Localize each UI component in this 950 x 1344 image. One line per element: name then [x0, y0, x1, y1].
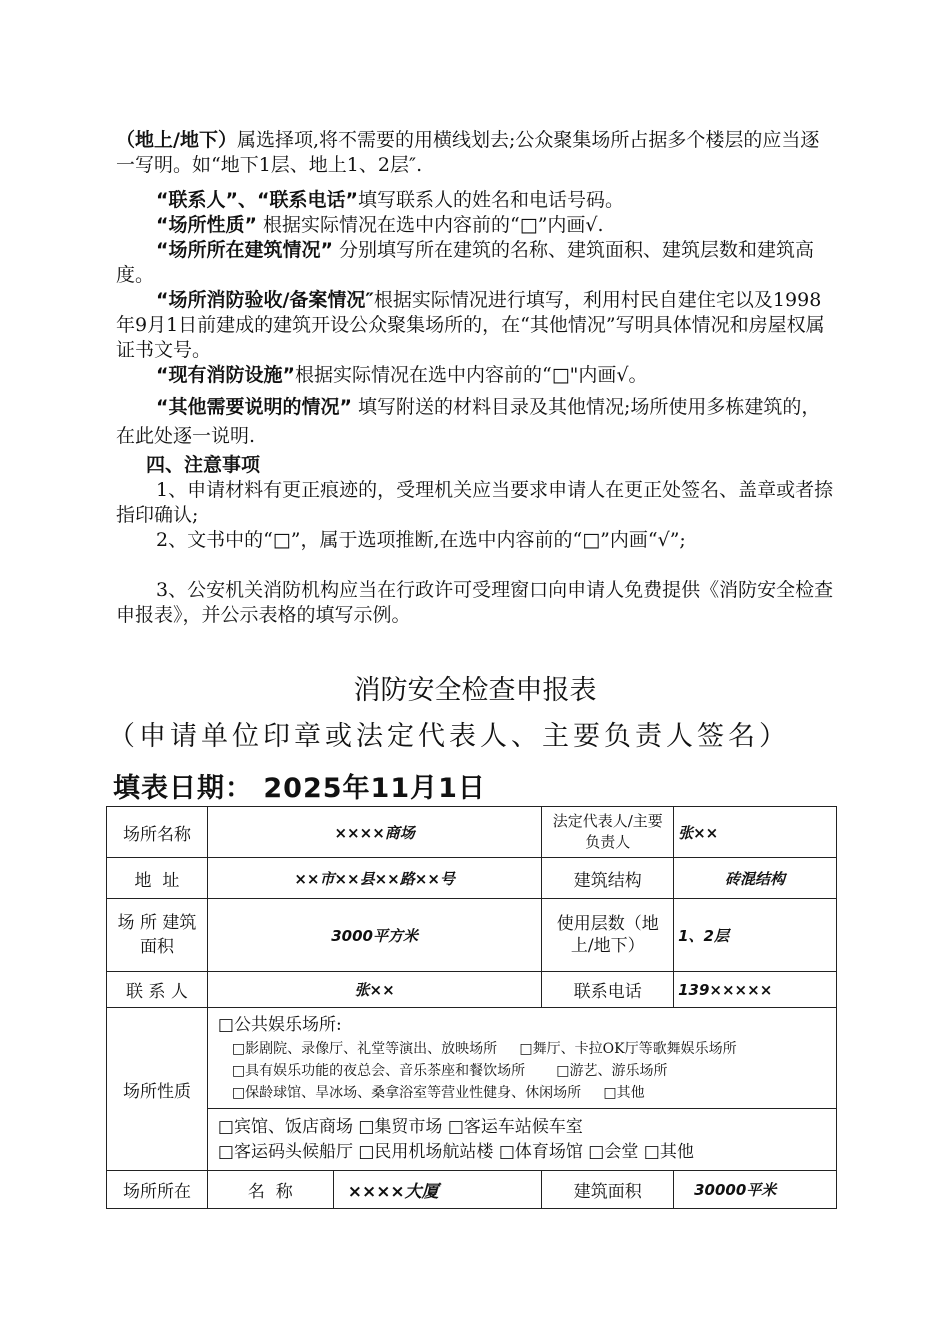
instruction-text: 根据实际情况在选中内容前的“□”内画√. [256, 214, 604, 236]
area-label: 场 所 建筑面积 [107, 899, 208, 972]
legal-rep-value[interactable]: 张×× [674, 807, 837, 858]
instruction-text: 属选择项,将不需要的用横线划去;公众聚集场所占据多个楼层的应当逐一写明。如“地下1层、地上1、2层″. [116, 129, 820, 176]
structure-label: 建筑结构 [542, 858, 674, 899]
checkbox-theater[interactable]: □影剧院、录像厅、礼堂等演出、放映场所 [231, 1040, 498, 1057]
checkbox-fitness[interactable]: □保龄球馆、旱冰场、桑拿浴室等营业性健身、休闲场所 [231, 1084, 582, 1101]
nature-group-entertainment [207, 1008, 836, 1109]
instruction-text: 根据实际情况在选中内容前的“□"内画√。 [294, 364, 648, 386]
contact-label: 联 系 人 [107, 972, 208, 1008]
instruction-text: 分别填写所在建筑的名称、建筑面积、建筑层数和建筑高度。 [116, 239, 815, 286]
note-2: 2、文书中的“□”，属于选项推断,在选中内容前的“□”内画“√”; [156, 529, 686, 551]
instruction-term: “场所消防验收/备案情况″ [156, 289, 374, 311]
instruction-term: “现有消防设施” [156, 364, 295, 386]
table-row [107, 1008, 837, 1109]
table-row [107, 899, 837, 972]
table-row [107, 1171, 837, 1209]
table-row [107, 858, 837, 899]
table-row [107, 1109, 837, 1171]
instruction-text: 填写附送的材料目录及其他情况;场所使用多栋建筑的，在此处逐一说明. [116, 396, 821, 447]
building-area-value[interactable]: 30000平米 [674, 1171, 837, 1209]
address-value[interactable]: ××市××县××路××号 [207, 858, 541, 899]
checkbox-dance-hall[interactable]: □舞厅、卡拉OK厅等歌舞娱乐场所 [519, 1040, 737, 1057]
instruction-term: “其他需要说明的情况” [156, 396, 352, 418]
instruction-contact [116, 188, 838, 213]
instruction-term: “联系人”、“联系电话” [156, 189, 358, 211]
application-form-table [106, 806, 837, 1209]
checkbox-nightclub[interactable]: □具有娱乐功能的夜总会、音乐茶座和餐饮场所 [231, 1062, 526, 1079]
instruction-term: “场所性质” [156, 214, 257, 236]
nature-group-other [207, 1109, 836, 1171]
instruction-text: 填写联系人的姓名和电话号码。 [357, 189, 624, 211]
instruction-acceptance [116, 288, 838, 363]
table-row [107, 972, 837, 1008]
note-1: 1、申请材料有更正痕迹的，受理机关应当要求申请人在更正处签名、盖章或者捺指印确认; [116, 479, 834, 526]
checkbox-other-entertainment[interactable]: □其他 [603, 1084, 645, 1101]
checkbox-amusement[interactable]: □游艺、游乐场所 [556, 1062, 668, 1079]
instruction-other [116, 393, 838, 451]
instruction-nature [116, 213, 838, 238]
phone-value[interactable]: 139××××× [674, 972, 837, 1008]
building-name-value[interactable]: ××××大厦 [333, 1171, 542, 1209]
section-heading: 四、注意事项 [146, 454, 261, 476]
building-label: 场所所在 [107, 1171, 208, 1209]
instruction-building [116, 238, 838, 288]
floors-label: 使用层数（地上/地下） [542, 899, 674, 972]
phone-label: 联系电话 [542, 972, 674, 1008]
instruction-term: （地上/地下） [116, 129, 237, 151]
structure-value[interactable]: 砖混结构 [674, 858, 837, 899]
address-label: 地 址 [107, 858, 208, 899]
instruction-facilities [116, 363, 838, 388]
table-row [107, 807, 837, 858]
building-name-label: 名 称 [207, 1171, 333, 1209]
contact-value[interactable]: 张×× [207, 972, 541, 1008]
note-3: 3、公安机关消防机构应当在行政许可受理窗口向申请人免费提供《消防安全检查申报表》，并公示表格的填写示例。 [116, 579, 834, 626]
form-title: 消防安全检查申报表 [353, 675, 597, 706]
checkbox-row-hotels[interactable]: □宾馆、饭店商场 □集贸市场 □客运车站候车室 [217, 1116, 583, 1137]
instruction-term: “场所所在建筑情况” [156, 239, 333, 261]
floors-value[interactable]: 1、2层 [674, 899, 837, 972]
nature-label: 场所性质 [107, 1008, 208, 1171]
legal-rep-label: 法定代表人/主要负责人 [542, 807, 674, 858]
checkbox-public-entertainment[interactable]: □公共娱乐场所: [217, 1014, 342, 1035]
venue-name-value[interactable]: ××××商场 [207, 807, 541, 858]
fill-date: 填表日期： 2025年11月1日 [113, 773, 486, 804]
instruction-text: 根据实际情况进行填写，利用村民自建住宅以及1998年9月1日前建成的建筑开设公众聚集场所的，在“其他情况”写明具体情况和房屋权属证书文号。 [116, 289, 825, 361]
checkbox-row-transport[interactable]: □客运码头候船厅 □民用机场航站楼 □体育场馆 □会堂 □其他 [217, 1141, 694, 1162]
venue-name-label: 场所名称 [107, 807, 208, 858]
instruction-floors [116, 128, 838, 178]
building-area-label: 建筑面积 [542, 1171, 674, 1209]
form-subtitle: （申请单位印章或法定代表人、主要负责人签名） [108, 721, 790, 752]
area-value[interactable]: 3000平方米 [207, 899, 541, 972]
